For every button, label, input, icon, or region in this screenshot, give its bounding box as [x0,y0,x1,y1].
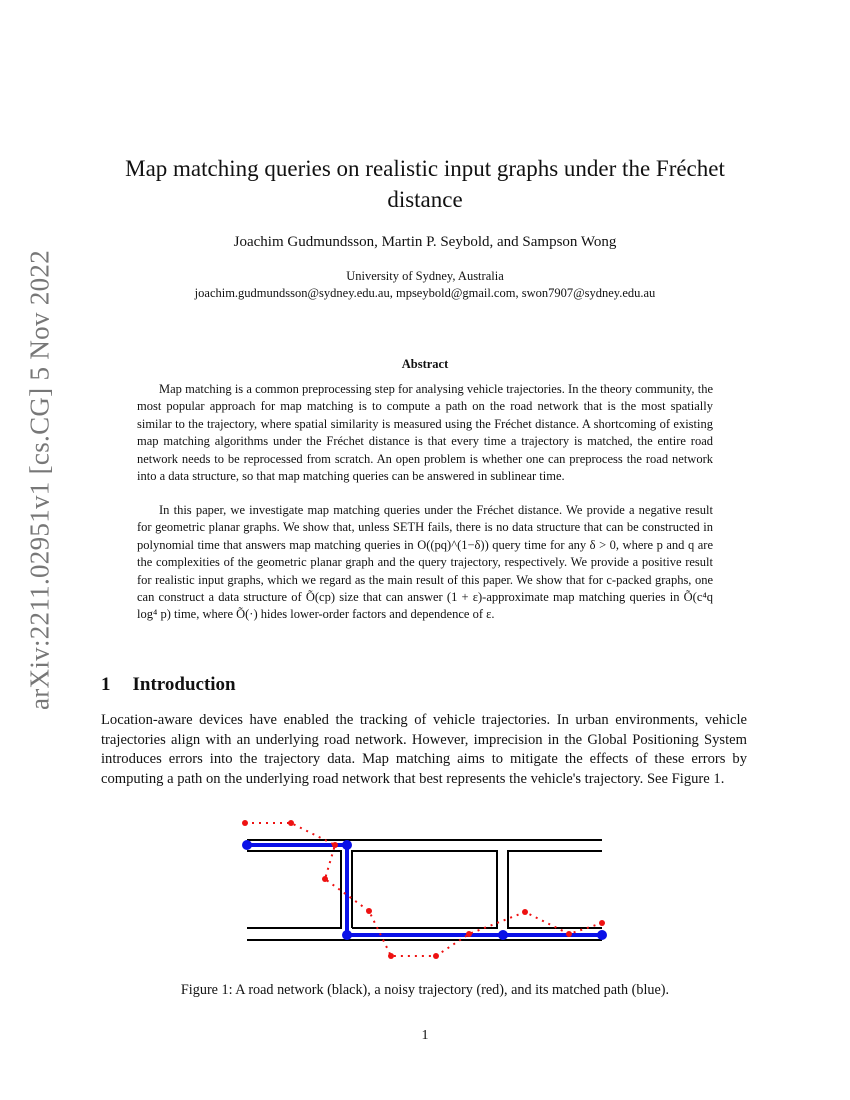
road-block [352,851,497,928]
abstract-paragraph-2 [137,502,713,624]
abstract-heading: Abstract [401,357,449,371]
arxiv-identifier [20,249,60,711]
road-edge [508,851,602,928]
figure-caption: Figure 1: A road network (black), a noisy trajectory (red), and its matched path (blue). [180,982,670,998]
trajectory-point [242,820,248,826]
trajectory-point [466,931,472,937]
intro-paragraph: Location-aware devices have enabled the tracking of vehicle trajectories. In urban environments, vehicle trajectories align with an underlying road network. However, imprecision in the Global Positioning System introduces errors into the trajectory data. Map matching aims to mitigate the effects of these errors by computing a path on the underlying road network that best represents the vehicle's trajectory. See Figure 1. [101,712,747,787]
abstract-text: In this paper, we investigate map matching queries under the Fréchet distance. We provide a negative result for geometric planar graphs. We show that, unless SETH fails, there is no data structure that can be constructed in polynomial time that answers map matching queries in O((pq)^(1−δ)) query time for any δ > 0, where p and q are the complexities of the geometric planar graph and the query trajectory, respectively. We provide a positive result for realistic input graphs, which we regard as the main result of this paper. We show that for c-packed graphs, one can construct a data structure of Õ(cp) size that can answer (1 + ε)-approximate map matching queries in Õ(c⁴q log⁴ p) time, where Õ(·) hides lower-order factors and dependence of ε. [137,503,713,622]
path-vertex [342,930,352,940]
path-vertex [242,840,252,850]
abstract-paragraph-1 [137,381,713,485]
trajectory-point [433,953,439,959]
road-edge [247,851,341,928]
figure-1-road-network [230,810,620,970]
affiliation-block [90,268,760,302]
authors: Joachim Gudmundsson, Martin P. Seybold, and Sampson Wong [233,234,617,250]
trajectory-point [522,909,528,915]
paper-title: Map matching queries on realistic input graphs under the Fréchet distance [125,156,725,212]
arxiv-label: arXiv:2211.02951v1 [cs.CG] 5 Nov 2022 [24,249,55,711]
trajectory-point [599,920,605,926]
matched-path [247,845,602,935]
emails: joachim.gudmundsson@sydney.edu.au, mpseybold@gmail.com, swon7907@sydney.edu.au [194,286,656,300]
trajectory-point [288,820,294,826]
section-title: Introduction [132,674,236,695]
section-number: 1 [101,674,111,695]
trajectory-point [322,876,328,882]
path-vertices [242,840,607,940]
trajectory-point [366,908,372,914]
page-number: 1 [421,1028,429,1043]
path-vertex [597,930,607,940]
affiliation: University of Sydney, Australia [346,269,504,283]
abstract-text: Map matching is a common preprocessing step for analysing vehicle trajectories. In the theory community, the most popular approach for map matching is to compute a path on the road network that is the most spatially similar to the trajectory, where spatial similarity is measured using the Fréchet distance. A shortcoming of existing map matching algorithms under the Fréchet distance is that every time a trajectory is matched, the entire road network needs to be reprocessed from scratch. An open problem is whether one can preprocess the road network into a data structure, so that map matching queries can be answered in sublinear time. [137,382,713,484]
trajectory-point [566,931,572,937]
trajectory-point [332,842,338,848]
section-heading [101,674,236,696]
trajectory-point [388,953,394,959]
road-network [247,840,602,940]
path-vertex [342,840,352,850]
path-vertex [498,930,508,940]
